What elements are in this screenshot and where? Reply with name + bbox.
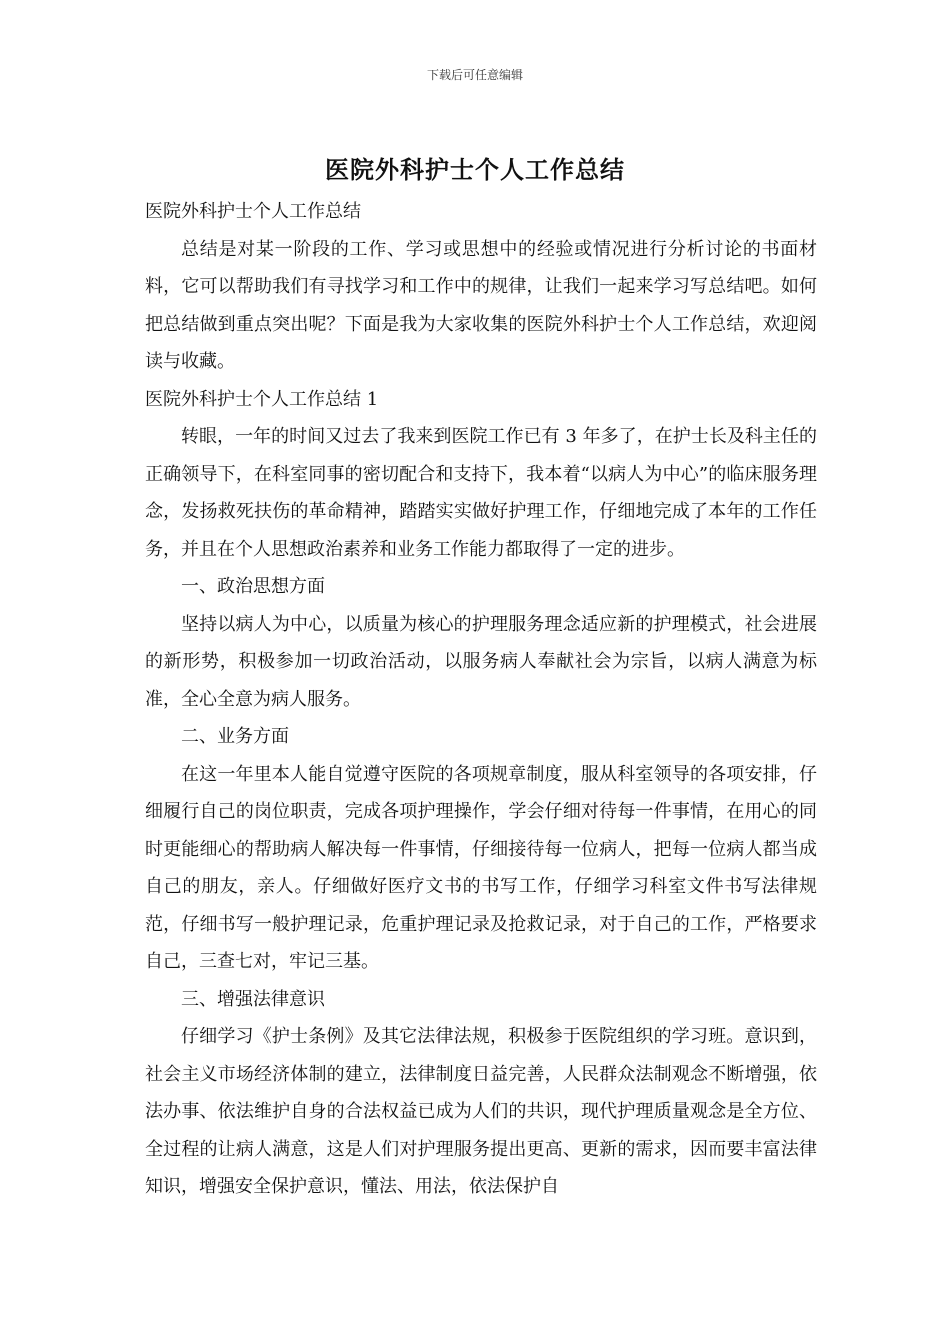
paragraph: 在这一年里本人能自觉遵守医院的各项规章制度，服从科室领导的各项安排，仔细履行自己的岗位职责，完成各项护理操作，学会仔细对待每一件事情，在用心的同时更能细心的帮助病人解决每一件事情，仔细接待每一位病人，把每一位病人都当成自己的朋友，亲人。仔细做好医疗文书的书写工作，仔细学习科室文件书写法律规范，仔细书写一般护理记录，危重护理记录及抢救记录，对于自己的工作，严格要求自己，三查七对，牢记三基。 [145,763,817,972]
paragraph: 三、增强法律意识 [181,988,325,1010]
paragraph: 转眼，一年的时间又过去了我来到医院工作已有 3 年多了，在护士长及科主任的正确领导下，在科室同事的密切配合和支持下，我本着“以病人为中心”的临床服务理念，发扬救死扶伤的革命精神，踏踏实实做好护理工作，仔细地完成了本年的工作任务，并且在个人思想政治素养和业务工作能力都取得了一定的进步。 [145,426,817,560]
paragraph: 一、政治思想方面 [181,576,325,597]
document-title: 医院外科护士个人工作总结 [325,155,625,184]
paragraph: 坚持以病人为中心，以质量为核心的护理服务理念适应新的护理模式，社会进展的新形势，积极参加一切政治活动，以服务病人奉献社会为宗旨，以病人满意为标准，全心全意为病人服务。 [145,613,817,710]
document-body [145,193,817,1206]
section-heading: 医院外科护士个人工作总结 [145,201,361,222]
paragraph: 二、业务方面 [181,726,289,747]
section-heading: 医院外科护士个人工作总结 1 [145,388,379,410]
paragraph: 仔细学习《护士条例》及其它法律法规，积极参于医院组织的学习班。意识到，社会主义市场经济体制的建立，法律制度日益完善，人民群众法制观念不断增强，依法办事、依法维护自身的合法权益已成为人们的共识，现代护理质量观念是全方位、全过程的让病人满意，这是人们对护理服务提出更高、更新的需求，因而要丰富法律知识，增强安全保护意识，懂法、用法，依法保护自 [145,1026,817,1197]
paragraph: 总结是对某一阶段的工作、学习或思想中的经验或情况进行分析讨论的书面材料，它可以帮助我们有寻找学习和工作中的规律，让我们一起来学习写总结吧。如何把总结做到重点突出呢？下面是我为大家收集的医院外科护士个人工作总结，欢迎阅读与收藏。 [145,238,817,372]
header-note: 下载后可任意编辑 [426,68,523,82]
